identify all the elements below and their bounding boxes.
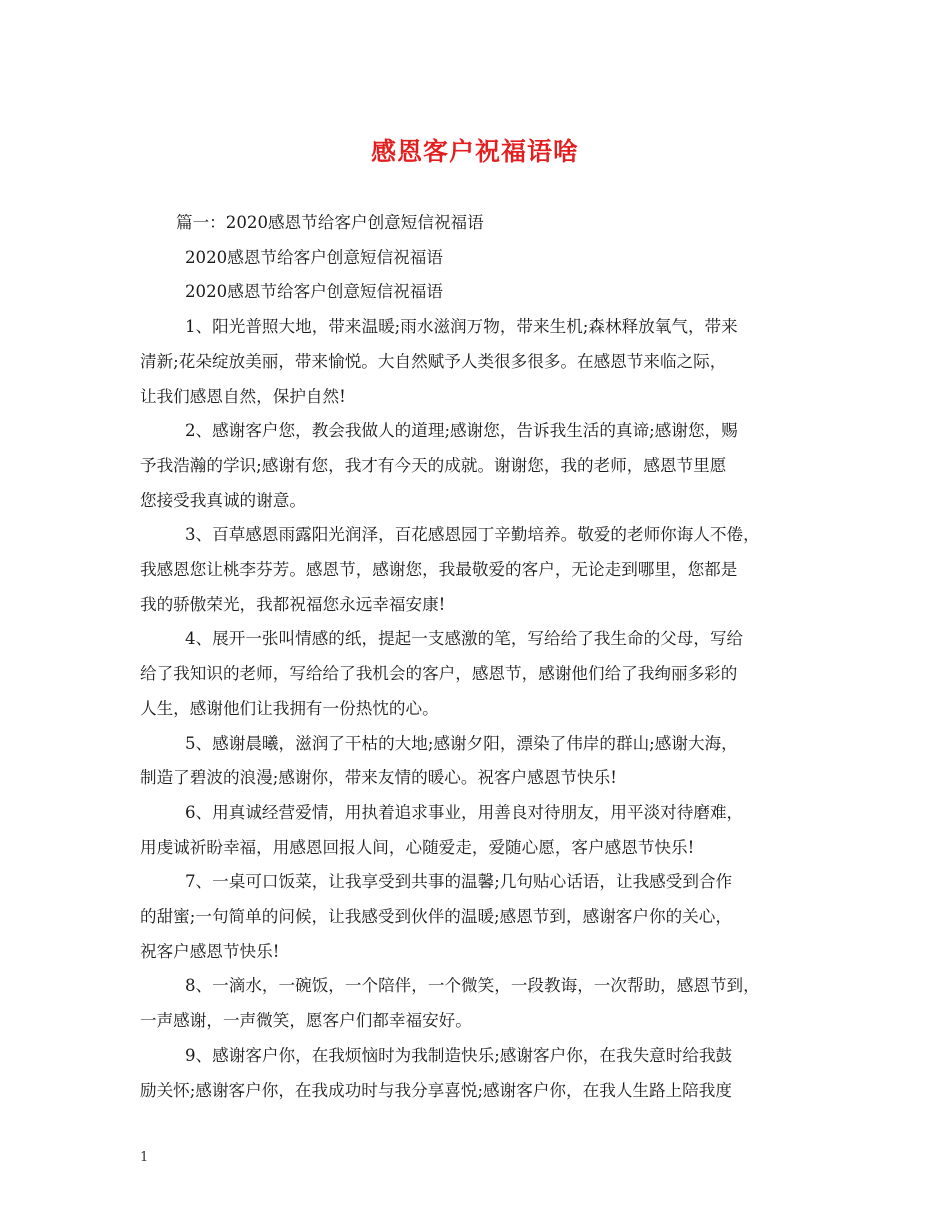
text-line: 篇一：2020感恩节给客户创意短信祝福语: [176, 213, 484, 232]
text-line: 用虔诚祈盼幸福，用感恩回报人间，心随爱走，爱随心愿，客户感恩节快乐!: [140, 837, 695, 857]
text-line: 制造了碧波的浪漫;感谢你，带来友情的暖心。祝客户感恩节快乐!: [140, 768, 617, 788]
text-line: 2020感恩节给客户创意短信祝福语: [185, 247, 443, 267]
text-line: 6、用真诚经营爱情，用执着追求事业，用善良对待朋友，用平淡对待磨难，: [185, 802, 744, 822]
text-line: 励关怀;感谢客户你，在我成功时与我分享喜悦;感谢客户你，在我人生路上陪我度: [140, 1080, 732, 1100]
document-body: [140, 206, 815, 1108]
page-title: 感恩客户祝福语啥: [370, 137, 579, 166]
text-line: 2020感恩节给客户创意短信祝福语: [185, 282, 443, 302]
text-line: 2、感谢客户您，教会我做人的道理;感谢您，告诉我生活的真谛;感谢您，赐: [185, 421, 738, 441]
text-line: 3、百草感恩雨露阳光润泽，百花感恩园丁辛勤培养。敬爱的老师你诲人不倦，: [185, 525, 760, 545]
text-line: 8、一滴水，一碗饭，一个陪伴，一个微笑，一段教诲，一次帮助，感恩节到，: [185, 976, 760, 996]
page-number: 1: [140, 1150, 149, 1165]
text-line: 给了我知识的老师，写给给了我机会的客户，感恩节，感谢他们给了我绚丽多彩的: [140, 664, 738, 684]
text-line: 7、一桌可口饭菜，让我享受到共事的温馨;几句贴心话语，让我感受到合作: [185, 872, 733, 892]
text-line: 4、展开一张叫情感的纸，提起一支感激的笔，写给给了我生命的父母，写给: [185, 629, 744, 649]
text-line: 我感恩您让桃李芬芳。感恩节，感谢您，我最敬爱的客户，无论走到哪里，您都是: [140, 560, 738, 580]
text-line: 人生，感谢他们让我拥有一份热忱的心。: [140, 698, 439, 718]
text-line: 予我浩瀚的学识;感谢有您，我才有今天的成就。谢谢您，我的老师，感恩节里愿: [140, 455, 727, 475]
text-line: 1、阳光普照大地，带来温暖;雨水滋润万物，带来生机;森林释放氧气，带来: [185, 317, 738, 337]
text-line: 我的骄傲荣光，我都祝福您永远幸福安康!: [140, 594, 446, 614]
text-line: 9、感谢客户你，在我烦恼时为我制造快乐;感谢客户你，在我失意时给我鼓: [185, 1045, 733, 1065]
text-line: 清新;花朵绽放美丽，带来愉悦。大自然赋予人类很多很多。在感恩节来临之际，: [140, 351, 727, 371]
text-line: 让我们感恩自然，保护自然!: [140, 386, 346, 406]
text-line: 5、感谢晨曦，滋润了干枯的大地;感谢夕阳，漂染了伟岸的群山;感谢大海，: [185, 733, 738, 753]
text-line: 一声感谢，一声微笑，愿客户们都幸福安好。: [140, 1011, 472, 1031]
text-line: 祝客户感恩节快乐!: [140, 941, 280, 961]
text-line: 您接受我真诚的谢意。: [140, 490, 306, 510]
text-line: 的甜蜜;一句简单的问候，让我感受到伙伴的温暖;感恩节到，感谢客户你的关心，: [140, 907, 732, 927]
